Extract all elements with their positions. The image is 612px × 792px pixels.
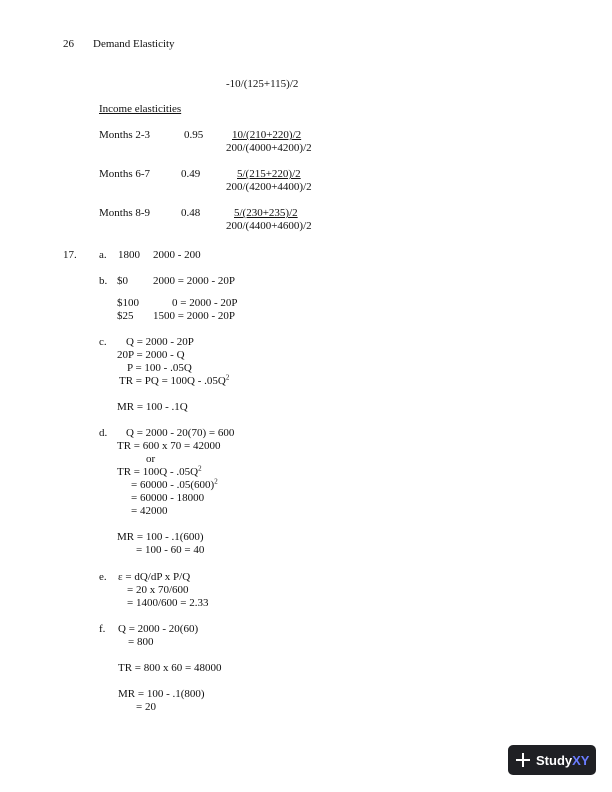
part-c-label: c. [99, 336, 107, 348]
income-value: 0.48 [181, 207, 201, 219]
part-f-line: MR = 100 - .1(800) [118, 688, 205, 700]
part-e-line: = 20 x 70/600 [127, 584, 189, 596]
part-e-line: ε = dQ/dP x P/Q [118, 571, 191, 583]
income-numerator: 10/(210+220)/2 [232, 129, 302, 141]
part-d-line: Q = 2000 - 20(70) = 600 [126, 427, 235, 439]
income-period: Months 6-7 [99, 168, 151, 180]
part-d-line: = $60000 - .05(600)^2$ [131, 477, 218, 491]
running-title: Demand Elasticity [93, 38, 175, 50]
part-a-work: 2000 - 200 [153, 249, 201, 261]
income-denominator: 200/(4400+4600)/2 [226, 220, 312, 232]
part-d-line: TR = 600 x 70 = 42000 [117, 440, 221, 452]
income-denominator: 200/(4000+4200)/2 [226, 142, 312, 154]
part-d-line: = 100 - 60 = 40 [136, 544, 205, 556]
brand-text: Study [536, 752, 573, 768]
part-c-line: TR = PQ = $100Q - .05Q^2$ [119, 373, 230, 387]
part-f-label: f. [99, 623, 106, 635]
part-a-answer: 1800 [118, 249, 140, 261]
part-f-line: Q = 2000 - 20(60) [118, 623, 199, 635]
income-numerator: 5/(230+235)/2 [234, 207, 298, 219]
carryover-expression: -10/(125+115)/2 [226, 78, 299, 90]
part-b-equation: 1500 = 2000 - 20P [153, 310, 235, 322]
studyxy-badge[interactable] [508, 745, 596, 775]
part-e-label: e. [99, 571, 107, 583]
income-heading: Income elasticities [99, 103, 182, 115]
part-b-price: $0 [117, 275, 128, 287]
part-b-price: $25 [117, 310, 134, 322]
part-b-equation: 2000 = 2000 - 20P [153, 275, 235, 287]
part-f-line: = 20 [136, 701, 156, 713]
part-c-line: 20P = 2000 - Q [117, 349, 185, 361]
income-period: Months 8-9 [99, 207, 151, 219]
part-b-price: $100 [117, 297, 139, 309]
page-number: 26 [63, 38, 74, 50]
part-a-label: a. [99, 249, 107, 261]
income-value: 0.95 [184, 129, 204, 141]
part-d-line: = 60000 - 18000 [131, 492, 205, 504]
part-b-equation: 0 = 2000 - 20P [172, 297, 238, 309]
part-d-line: = 42000 [131, 505, 168, 517]
income-numerator: 5/(215+220)/2 [237, 168, 301, 180]
part-c-line: MR = 100 - .1Q [117, 401, 188, 413]
part-d-line: TR = $100Q - .05Q^2$ [117, 464, 202, 478]
part-f-line: TR = 800 x 60 = 48000 [118, 662, 222, 674]
part-c-line: Q = 2000 - 20P [126, 336, 194, 348]
income-denominator: 200/(4200+4400)/2 [226, 181, 312, 193]
part-b-label: b. [99, 275, 108, 287]
part-c-line: P = 100 - .05Q [127, 362, 192, 374]
brand-text-accent: XY [572, 752, 590, 768]
part-e-line: = 1400/600 = 2.33 [127, 597, 209, 609]
part-d-line: or [146, 453, 156, 465]
income-value: 0.49 [181, 168, 201, 180]
plus-icon [516, 753, 530, 767]
part-d-label: d. [99, 427, 108, 439]
problem-number: 17. [63, 249, 77, 261]
part-d-line: MR = 100 - .1(600) [117, 531, 204, 543]
income-period: Months 2-3 [99, 129, 151, 141]
part-f-line: = 800 [128, 636, 154, 648]
